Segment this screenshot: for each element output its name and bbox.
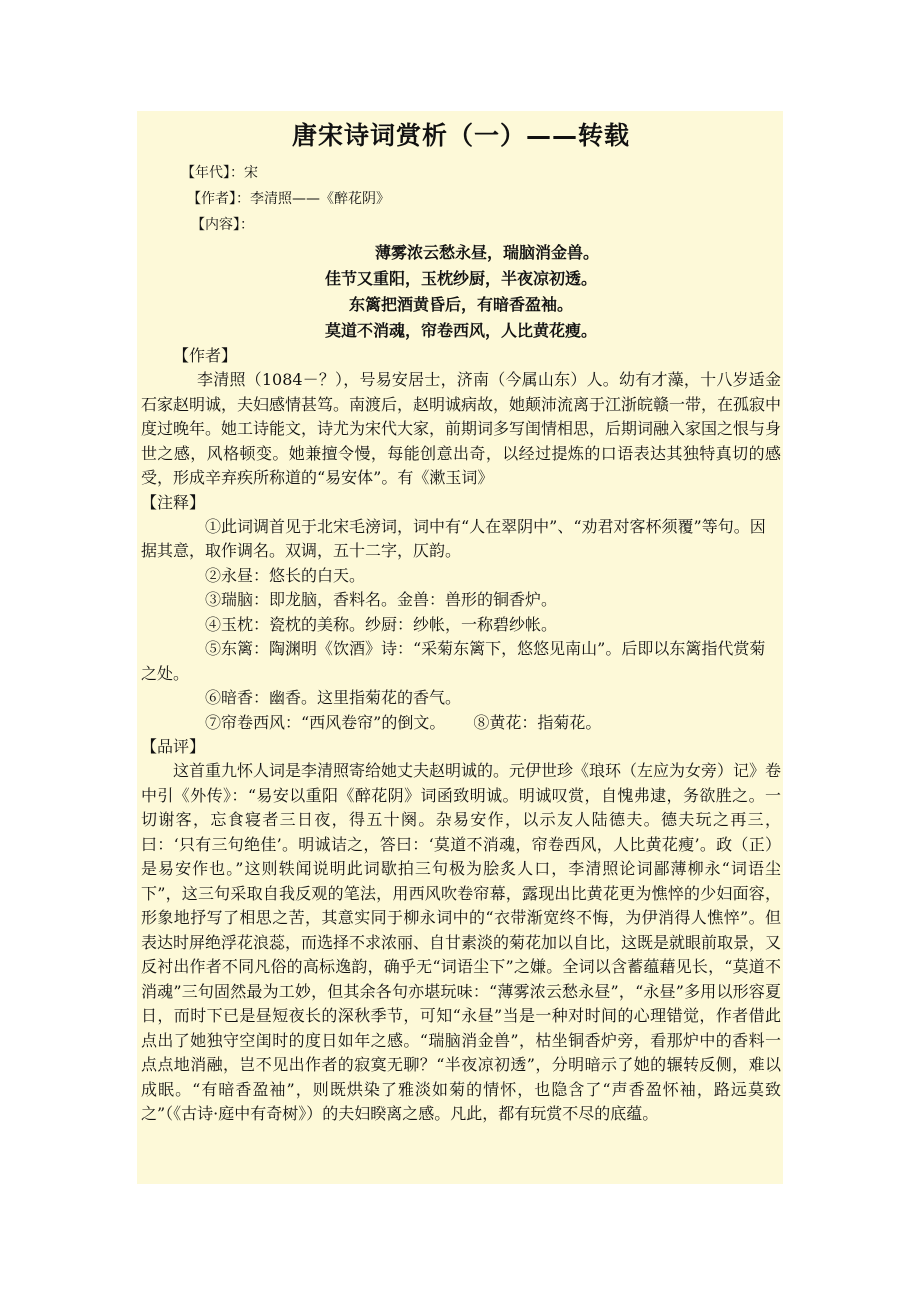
author-label: 【作者】 [187, 191, 236, 207]
author-bio: 李清照（1084－？），号易安居士，济南（今属山东）人。幼有才藻，十八岁适金石家赵明诚，夫妇感情甚笃。南渡后，赵明诚病故，她颠沛流离于江浙皖赣一带，在孤寂中度过晚年。她工诗能文，诗尤为宋代大家，前期词多写闺情相思，后期词融入家国之恨与身世之感，风格顿变。她兼擅令慢，每能创意出奇，以经过提炼的口语表达其独特真切的感受，形成辛弃疾所称道的“易安体”。有《漱玉词》 [141, 370, 782, 487]
article [141, 118, 781, 1127]
note-item: ⑦帘卷西风：“西风卷帘”的倒文。 [205, 712, 446, 732]
era-label: 【年代】 [181, 165, 230, 181]
poem-line: 薄雾浓云愁永昼，瑞脑消金兽。 [374, 243, 599, 262]
poem [141, 240, 781, 344]
poem-line: 莫道不消魂，帘卷西风，人比黄花瘦。 [324, 321, 597, 340]
review-text: 这首重九怀人词是李清照寄给她丈夫赵明诚的。元伊世珍《琅环（左应为女旁）记》卷中引《外传》：“易安以重阳《醉花阴》词函致明诚。明诚叹赏，自愧弗逮，务欲胜之。一切谢客，忘食寝者三日夜，得五十阕。杂易安作，以示友人陆德夫。德夫玩之再三，曰：‘只有三句绝佳’。明诚诘之，答曰：‘莫道不消魂，帘卷西风，人比黄花瘦’。政（正）是易安作也。”这则轶闻说明此词歇拍三句极为脍炙人口，李清照论词鄙薄柳永“词语尘下”，这三句采取自我反观的笔法，用西风吹卷帘幕，露现出比黄花更为憔悴的少妇面容，形象地抒写了相思之苦，其意实同于柳永词中的“衣带渐宽终不悔，为伊消得人憔悴”。但表达时屏绝浮花浪蕊，而选择不求浓丽、自甘素淡的菊花加以自比，这既是就眼前取景，又反衬出作者不同凡俗的高标逸韵，确乎无“词语尘下”之嫌。全词以含蓄蕴藉见长，“莫道不消魂”三句固然最为工妙，但其余各句亦堪玩味：“薄雾浓云愁永昼”，“永昼”多用以形容夏日，而时下已是昼短夜长的深秋季节，可知“永昼”当是一种对时间的心理错觉，作者借此点出了她独守空闺时的度日如年之感。“瑞脑消金兽”，枯坐铜香炉旁，看那炉中的香料一点点地消融，岂不见出作者的寂寞无聊？“半夜凉初透”，分明暗示了她的辗转反侧，难以成眠。“有暗香盈袖”，则既烘染了雅淡如菊的情怀，也隐含了“声香盈怀袖，路远莫致之”（《古诗·庭中有奇树》）的夫妇睽离之感。凡此，都有玩赏不尽的底蕴。 [141, 761, 782, 1123]
content-row [141, 212, 781, 238]
poem-line: 佳节又重阳，玉枕纱厨，半夜凉初透。 [324, 269, 597, 288]
note-item-pair [141, 711, 781, 736]
author-section-heading: 【作者】 [173, 346, 238, 365]
content-label: 【内容】 [191, 217, 240, 233]
era-value: ：宋 [230, 165, 258, 181]
note-item: ③瑞脑：即龙脑，香料名。金兽：兽形的铜香炉。 [205, 590, 558, 609]
author-value: ：李清照——《醉花阴》 [236, 191, 390, 207]
notes-heading: 【注释】 [141, 492, 206, 512]
author-row [141, 186, 781, 212]
note-item: ②永昼：悠长的白天。 [205, 565, 366, 585]
note-item: ⑧黄花：指菊花。 [473, 712, 602, 732]
note-item: ①此词调首见于北宋毛滂词，词中有“人在翠阴中”、“劝君对客杯须覆”等句。因据其意，取作调名。双调，五十二字，仄韵。 [141, 516, 766, 560]
note-item: ⑥暗香：幽香。这里指菊花的香气。 [205, 688, 462, 707]
page-title: 唐宋诗词赏析（一）——转载 [291, 121, 630, 150]
era-row [141, 160, 781, 186]
note-item: ④玉枕：瓷枕的美称。纱厨：纱帐，一称碧纱帐。 [205, 614, 558, 634]
review-heading: 【品评】 [141, 737, 206, 756]
content-value: ： [240, 217, 254, 233]
poem-line: 东篱把酒黄昏后，有暗香盈袖。 [348, 295, 573, 314]
note-item: ⑤东篱：陶渊明《饮酒》诗：“采菊东篱下，悠悠见南山”。后即以东篱指代赏菊之处。 [141, 639, 766, 683]
